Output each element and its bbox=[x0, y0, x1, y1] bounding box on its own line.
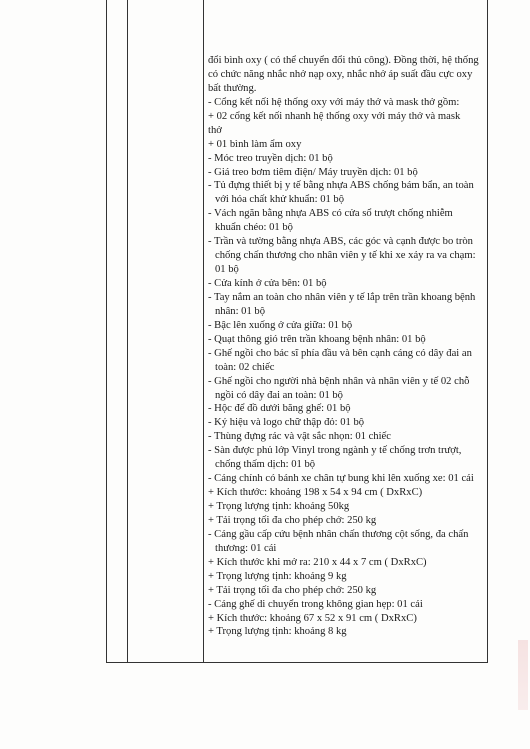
text-line: + Kích thước: khoảng 198 x 54 x 94 cm ( DxRxC) bbox=[208, 487, 423, 499]
text-line: có chức năng nhắc nhở nạp oxy, nhắc nhở áp suất đầu cực oxy bbox=[208, 68, 473, 80]
text-line: - Vách ngăn bằng nhựa ABS có cửa sổ trượt chống nhiễm bbox=[208, 208, 453, 220]
text-line: - Giá treo bơm tiêm điện/ Máy truyền dịch: 01 bộ bbox=[208, 166, 418, 178]
text-line: nhân: 01 bộ bbox=[215, 305, 266, 317]
text-line: toàn: 02 chiếc bbox=[215, 361, 275, 373]
text-line: - Cổng kết nối hệ thống oxy với máy thở và mask thở gồm: bbox=[208, 96, 460, 108]
text-line: + Trọng lượng tịnh: khoảng 8 kg bbox=[208, 626, 347, 638]
table-border-right bbox=[487, 0, 488, 663]
text-line: - Quạt thông gió trên trần khoang bệnh nhân: 01 bộ bbox=[208, 333, 426, 345]
text-line: chống chấn thương cho nhân viên y tế khi xe xảy ra va chạm: bbox=[215, 250, 476, 262]
text-line: khuẩn chéo: 01 bộ bbox=[215, 222, 293, 234]
text-line: 01 bộ bbox=[215, 264, 239, 276]
text-line: + Trọng lượng tịnh: khoảng 9 kg bbox=[208, 570, 347, 582]
text-line: ngồi có dây đai an toàn: 01 bộ bbox=[215, 389, 343, 401]
text-line: + Trọng lượng tịnh: khoảng 50kg bbox=[208, 501, 350, 512]
text-line: chống thấm dịch: 01 bộ bbox=[215, 459, 316, 471]
text-line: + Tải trọng tối đa cho phép chở: 250 kg bbox=[208, 514, 377, 526]
text-line: - Trần và tường bằng nhựa ABS, các góc và cạnh được bo tròn bbox=[208, 236, 473, 248]
spec-text-cell bbox=[208, 54, 483, 639]
text-line: - Cửa kính ở cửa bên: 01 bộ bbox=[208, 278, 327, 289]
text-line: - Thùng đựng rác và vật sắc nhọn: 01 chiếc bbox=[208, 431, 391, 443]
text-line: - Tay nắm an toàn cho nhân viên y tế lắp trên trần khoang bệnh bbox=[208, 291, 476, 303]
text-line: - Móc treo truyền dịch: 01 bộ bbox=[208, 152, 333, 164]
text-line: + Tải trọng tối đa cho phép chở: 250 kg bbox=[208, 584, 377, 596]
table-column-divider-2 bbox=[203, 0, 204, 663]
text-line: + Kích thước khi mở ra: 210 x 44 x 7 cm ( DxRxC) bbox=[208, 556, 427, 568]
text-line: - Cáng chính có bánh xe chân tự bung khi lên xuống xe: 01 cái bbox=[208, 473, 474, 485]
text-line: - Sàn được phủ lớp Vinyl trong ngành y tế chống trơn trượt, bbox=[208, 445, 462, 457]
text-line: - Ghế ngồi cho bác sĩ phía đầu và bên cạnh cáng có dây đai an bbox=[208, 347, 472, 359]
text-line: + 01 bình làm ẩm oxy bbox=[208, 138, 302, 150]
text-line: - Bậc lên xuống ở cửa giữa: 01 bộ bbox=[208, 319, 353, 331]
text-line: - Ghế ngồi cho người nhà bệnh nhân và nhân viên y tế 02 chỗ bbox=[208, 375, 470, 387]
text-line: + Kích thước: khoảng 67 x 52 x 91 cm ( DxRxC) bbox=[208, 612, 417, 624]
text-line: thở bbox=[208, 124, 222, 136]
text-line: bất thường. bbox=[208, 82, 257, 94]
table-column-divider-1 bbox=[127, 0, 128, 663]
text-line: với hóa chất khử khuẩn: 01 bộ bbox=[215, 194, 345, 206]
text-line: - Hộc để đồ dưới băng ghế: 01 bộ bbox=[208, 403, 351, 415]
text-line: thương: 01 cái bbox=[215, 542, 277, 554]
stamp-mark bbox=[518, 640, 528, 710]
text-line: - Tủ đựng thiết bị y tế bằng nhựa ABS chống bám bẩn, an toàn bbox=[208, 180, 474, 192]
text-line: + 02 cổng kết nối nhanh hệ thống oxy với máy thở và mask bbox=[208, 110, 461, 122]
table-bottom-border bbox=[106, 662, 487, 663]
text-line: - Ký hiệu và logo chữ thập đỏ: 01 bộ bbox=[208, 417, 365, 429]
table-border-left bbox=[106, 0, 107, 663]
text-line: - Cáng gầu cấp cứu bệnh nhân chấn thương cột sống, đa chấn bbox=[208, 528, 469, 540]
text-line: đổi bình oxy ( có thể chuyển đổi thủ công). Đồng thời, hệ thống bbox=[208, 55, 479, 66]
text-line: - Cáng ghế di chuyển trong không gian hẹp: 01 cái bbox=[208, 598, 423, 610]
